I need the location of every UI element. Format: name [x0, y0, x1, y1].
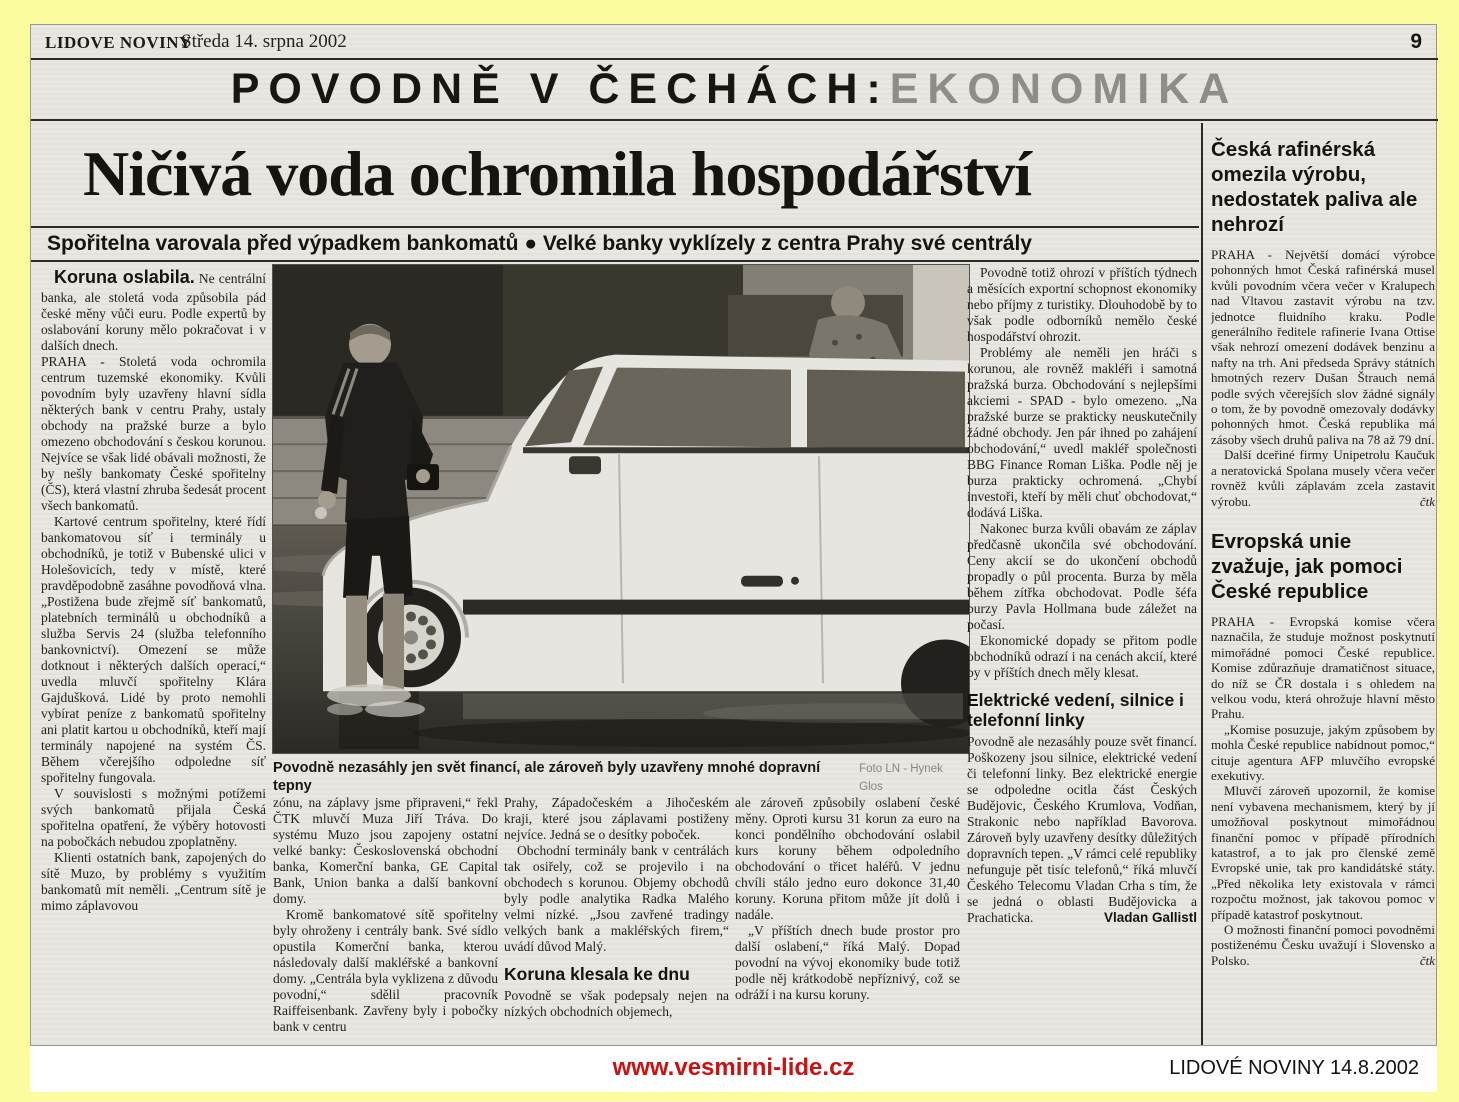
flood-photo — [273, 265, 969, 753]
divider — [31, 119, 1438, 121]
article-subhead: Spořitelna varovala před výpadkem bankomatů ● Velké banky vyklízely z centra Prahy své centrály — [47, 232, 1032, 255]
paragraph: PRAHA - Největší domácí výrobce pohonných hmot Česká rafinérská musel kvůli povodním včera večer v Kralupech nad Vltavou zastavit výrobu na tzv. jednotce fluidního kraku. Podle generálního ředitele rafinerie Ivana Ottise však nehrozí omezení dodávek benzinu a nafty na trh. Ani předseda Správy státních hmotných rezerv Dušan Štrauch nemá podle svých včerejších slov žádné signály o tom, že by povodně omezovaly dodávky pohonných hmot. Česká republika má zásoby všech druhů paliva na 78 až 79 dní. — [1211, 247, 1435, 447]
paragraph: Klienti ostatních bank, zapojených do sítě Muzo, by problémy s využitím bankomatů mít neměli. „Centrum sítě je mimo záplavovou — [41, 850, 266, 913]
agency-signature: čtk — [1419, 953, 1435, 969]
body-column-1 — [41, 265, 266, 1045]
photo-caption-row — [273, 759, 969, 796]
paragraph: O možnosti finanční pomoci povodněmi postiženému Česku uvažují i Slovensko a Polsko. — [1211, 922, 1435, 968]
column-divider — [1201, 123, 1203, 1045]
paragraph: Obchodní terminály bank v centrálách tak osiřely, což se projevilo i na obchodech s korunou. Objemy obchodů byly podle analytika Radka Malého velmi nízké. „Jsou zavřené tradingy velkých bank a makléřských firem,“ uvádí důvod Malý. — [504, 843, 729, 954]
paragraph: „Komise posuzuje, jakým způsobem by mohla České republice nabídnout pomoc,“ cituje agentura AFP mluvčího evropské exekutivy. — [1211, 721, 1435, 783]
watermark-url: www.vesmirni-lide.cz — [612, 1054, 855, 1081]
body-column-4 — [735, 795, 960, 1045]
paragraph: Kartové centrum spořitelny, které řídí bankomatovou síť i terminály u obchodníků, je totiž v Bubenské ulici v Holešovicích, tedy v místě, které pravděpodobně zasáhne povodňová vlna. „Postižena bude zřejmě síť bankomatů, platebních terminálů u obchodníků a služba Servis 24 (služba telefonního bankovnictví). Omezení se může dotknout i některých dalších operací,“ uvedla mluvčí spořitelny Klára Gajdušková. Lidé by proto nemohli vybírat peníze z bankomatů spořitelny ani platit kartou u obchodníků, kteří mají terminály napojené na systém ČS. Během včerejšího odpoledne síť spořitelny fungovala. — [41, 514, 266, 785]
paragraph: Ekonomické dopady se přitom podle obchodníků odrazí i na cenách akcií, které by v příštích dnech měly klesat. — [967, 633, 1197, 680]
sidebar-column — [1211, 137, 1435, 1045]
sidebar-article-title: Česká rafinérská omezila výrobu, nedostatek paliva ale nehrozí — [1211, 138, 1418, 236]
footer-strip — [30, 1046, 1437, 1092]
paragraph: zónu, na záplavy jsme připraveni,“ řekl ČTK mluvčí Muza Jiří Tráva. Do systému Muzo jsou zapojeny ostatní velké banky: Československá obchodní banka, Komerční banka, GE Capital Bank, Union banka a další bankovní domy. — [273, 795, 498, 906]
paragraph: Povodně totiž ohrozí v příštích týdnech a měsících exportní schopnost ekonomiky nebo příjmy z turistiky. Dlouhodobě by to však podle odborníků nemělo české hospodářství ohrozit. — [967, 265, 1197, 344]
masthead: LIDOVE NOVINY — [45, 33, 192, 52]
issue-date: Středa 14. srpna 2002 — [181, 31, 347, 52]
sidebar-article-title: Evropská unie zvažuje, jak pomoci České republice — [1211, 529, 1403, 603]
paragraph: Povodně ale nezasáhly pouze svět financí. Poškozeny jsou silnice, elektrické vedení či telefonní linky. Bez elektrické energie se odpoledne ocitla část Českých Budějovic, Českého Krumlova, Vodňan, Strakonic nebo například Bavorova. Zároveň byly uzavřeny desítky důležitých dopravních tepen. „V rámci celé republiky nefunguje pět tisíc telefonů,“ říká mluvčí Českého Telecomu Vladan Crha s tím, že se jedná o oblasti Budějovicka a Prachaticka. — [967, 734, 1197, 925]
paragraph: Povodně se však podepsaly nejen na nízkých obchodních objemech, — [504, 988, 729, 1019]
flood-photo-illustration — [273, 265, 969, 753]
paragraph: ale zároveň způsobily oslabení české měny. Oproti kursu 31 korun za euro na konci pondělního obchodování oslabil kurs koruny během odpoledního obchodování o třicet haléřů. V jednu chvíli stálo jedno euro dokonce 31,40 koruny. Koruna přitom může jít dolů i nadále. — [735, 795, 960, 922]
divider — [31, 58, 1438, 60]
divider — [31, 260, 1199, 262]
section-banner — [31, 63, 1438, 115]
paragraph: Další dceřiné firmy Unipetrolu Kaučuk a neratovická Spolana musely včera večer rovněž kvůli záplavám zcela zastavit výrobu. — [1211, 447, 1435, 509]
lead-text: Ne centrální banka, ale stoletá voda způsobila pád české měny vůči euru. Podle expertů by oslabování koruny mělo pokračovat i v dalších dnech. — [41, 271, 266, 353]
crosshead-koruna: Koruna klesala ke dnu — [504, 964, 690, 984]
section-banner-right: EKONOMIKA — [889, 65, 1239, 113]
photo-caption: Povodně nezasáhly jen svět financí, ale zároveň byly uzavřeny mnohé dopravní tepny — [273, 760, 821, 794]
crosshead-elektricke: Elektrické vedení, silnice i telefonní linky — [967, 690, 1184, 730]
footer-imprint: LIDOVÉ NOVINY 14.8.2002 — [1169, 1057, 1419, 1079]
paragraph: Nakonec burza kvůli obavám ze záplav předčasně ukončila své obchodování. Ceny akcií se do ukončení obchodů propadly o půl procenta. Burza by měla během zítřka obchodovat. Podle šéfa burzy Pavla Hollmana bude záležet na počasí. — [967, 521, 1197, 632]
paragraph: Prahy, Západočeském a Jihočeském kraji, které jsou záplavami postiženy nejvíce. Jedná se o desítky poboček. — [504, 795, 729, 842]
article-author: Vladan Gallistl — [1103, 910, 1197, 925]
lead-paragraph — [41, 265, 266, 354]
body-column-5 — [967, 265, 1197, 1045]
paragraph: Problémy ale neměli jen hráči s korunou, ale rovněž makléři i samotná pražská burza. Obchodování s nejlepšími akciemi - SPAD - bylo omezeno. „Na pražské burze se prakticky neuskutečnily žádné obchody. Jen pár ihned po zahájení obchodování,“ uvedl makléř společnosti BBG Finance Roman Liška. Podle něj je burza prakticky ochromená. „Chybí investoři, kteří by měli chuť obchodovat,“ dodává Liška. — [967, 345, 1197, 520]
divider — [31, 226, 1199, 228]
paragraph: PRAHA - Stoletá voda ochromila centrum tuzemské ekonomiky. Kvůli povodním byly uzavřeny hlavní sídla některých bank v centru Prahy, ustaly obchody na pražské burze a bylo omezeno obchodování s českou korunou. Nejvíce se však lidé obávali možnosti, že by nešly bankomaty České spořitelny (ČS), která vlastní zhruba šedesát procent všech bankomatů. — [41, 354, 266, 513]
article-headline: Ničivá voda ochromila hospodářství — [83, 138, 1031, 209]
paragraph: „V příštích dnech bude prostor pro další oslabení,“ říká Malý. Dopad povodní na vývoj ekonomiky bude totiž podle něj krátkodobě nepříznivý, což se odráží i na kursu koruny. — [735, 923, 960, 1002]
photo-credit: Foto LN - Hynek Glos — [859, 763, 943, 793]
body-column-3 — [504, 795, 729, 1045]
paragraph: V souvislosti s možnými potížemi svých bankomatů přijala Česká spořitelna opatření, že výběry hotovosti na pobočkách nebudou zpoplatněny. — [41, 786, 266, 849]
lead-label: Koruna oslabila. — [54, 267, 195, 287]
paragraph: Kromě bankomatové sítě spořitelny byly ohroženy i centrály bank. Své sídlo opustila Komerční banka, kterou následovaly další makléřské a bankovní domy. „Centrála byla vyklizena z důvodu povodní,“ sdělil pracovník Raiffeisenbank. Zavřeny byly i pobočky bank v centru — [273, 907, 498, 1034]
page-number: 9 — [1410, 30, 1422, 53]
body-column-2 — [273, 795, 498, 1045]
agency-signature: čtk — [1419, 493, 1435, 509]
section-banner-left: POVODNĚ V ČECHÁCH: — [230, 65, 890, 113]
paragraph: Mluvčí zároveň upozornil, že komise není vybavena mechanismem, který by jí umožňoval poskytnout mimořádnou finanční pomoc v případě přírodních katastrof, a to jak pro členské země Evropské unie, tak pro kandidátské státy. „Před několika lety existovala v rámci rozpočtu možnost, jak takovou pomoc v případě katastrof poskytnout. — [1211, 783, 1435, 922]
paragraph: PRAHA - Evropská komise včera naznačila, že studuje možnost poskytnutí mimořádné pomoci České republice. Komise zdůrazňuje dramatičnost situace, do níž se ČR dostala i s ohledem na velkou vodu, která ohrožuje hlavní město Prahu. — [1211, 613, 1435, 722]
newsprint-page — [30, 24, 1437, 1046]
